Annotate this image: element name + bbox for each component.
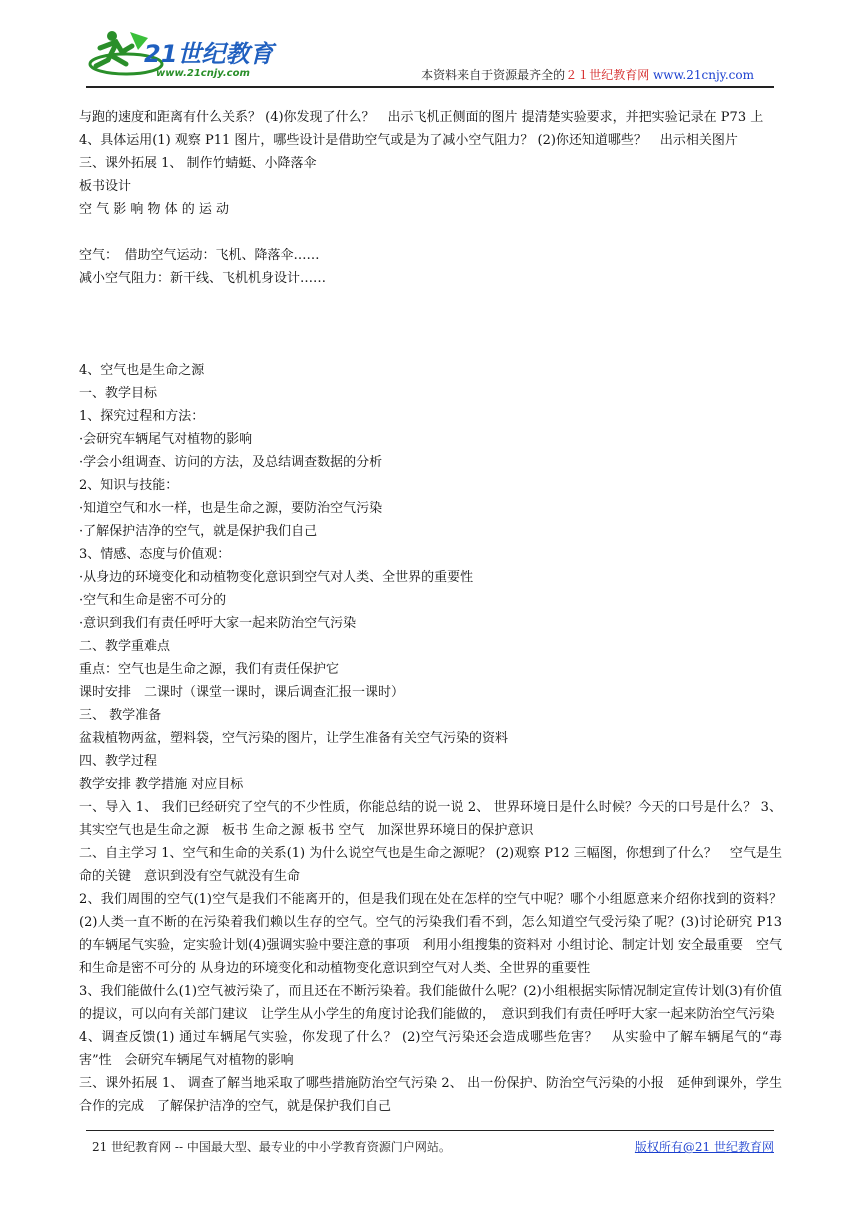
text-line: 空 气 影 响 物 体 的 运 动 <box>79 202 230 217</box>
text-line: ·知道空气和水一样，也是生命之源，要防治空气污染 <box>79 501 383 516</box>
logo-21cnjy <box>86 26 291 82</box>
section-title: 4、空气也是生命之源 <box>79 363 205 378</box>
text-line: ·从身边的环境变化和动植物变化意识到空气对人类、全世界的重要性 <box>79 570 474 585</box>
logo-url: www.21cnjy.com <box>156 68 250 79</box>
text-line: ·了解保护洁净的空气，就是保护我们自己 <box>79 524 318 539</box>
text-line: 课时安排 二课时（课堂一课时，课后调查汇报一课时） <box>79 685 405 700</box>
text-line: ·意识到我们有责任呼吁大家一起来防治空气污染 <box>79 616 357 631</box>
text-line: 重点：空气也是生命之源，我们有责任保护它 <box>79 662 340 677</box>
text-line: 空气： 借助空气运动：飞机、降落伞…… <box>79 248 320 263</box>
blank-line <box>79 290 782 336</box>
text-paragraph: 二、自主学习 1、空气和生命的关系(1) 为什么说空气也是生命之源呢？ (2)观察 P12 三幅图，你想到了什么？ 空气是生命的关键 意识到没有空气就没有生命 <box>79 846 782 884</box>
blank-line <box>79 221 782 244</box>
text-line: 2、知识与技能： <box>79 478 179 493</box>
text-line: ·会研究车辆尾气对植物的影响 <box>79 432 253 447</box>
text-line: 1、探究过程和方法： <box>79 409 205 424</box>
text-line: 与跑的速度和距离有什么关系？ (4)你发现了什么？ 出示飞机正侧面的图片 提清楚实验要求，并把实验记录在 P73 上 <box>79 110 764 125</box>
text-line: 四、教学过程 <box>79 754 158 769</box>
header-rule <box>86 86 774 88</box>
text-line: 一、教学目标 <box>79 386 158 401</box>
logo-text: 21世纪教育 <box>144 40 274 68</box>
header-note-site: ２１世纪教育网 <box>565 68 650 82</box>
blank-line <box>79 336 782 359</box>
text-line: 教学安排 教学措施 对应目标 <box>79 777 244 792</box>
header-note-url[interactable]: www.21cnjy.com <box>653 68 754 82</box>
footer-rule <box>86 1130 774 1131</box>
text-paragraph: 一、导入 1、 我们已经研究了空气的不少性质，你能总结的说一说 2、 世界环境日是什么时候？今天的口号是什么？ 3、 其实空气也是生命之源 板书 生命之源 板书 空气 加深世界环境日的保护意识 <box>79 800 782 838</box>
header-note-prefix: 本资料来自于资源最齐全的 <box>421 68 566 82</box>
text-line: 4、具体运用(1) 观察 P11 图片，哪些设计是借助空气或是为了减小空气阻力？ (2)你还知道哪些？ 出示相关图片 <box>79 133 738 148</box>
text-line: 板书设计 <box>79 179 132 194</box>
text-line: 二、教学重难点 <box>79 639 171 654</box>
text-line: ·学会小组调查、访问的方法，及总结调查数据的分析 <box>79 455 383 470</box>
document-body <box>79 106 782 1118</box>
text-line: ·空气和生命是密不可分的 <box>79 593 227 608</box>
page-header <box>0 0 860 90</box>
text-line: 三、课外拓展 1、 制作竹蜻蜓、小降落伞 <box>79 156 317 171</box>
text-paragraph: 2、我们周围的空气(1)空气是我们不能离开的，但是我们现在处在怎样的空气中呢？哪个小组愿意来介绍你找到的资料？ (2)人类一直不断的在污染着我们赖以生存的空气。空气的污染我们看不到，怎么知道空气受污染了呢？(3)讨论研究 P13 的车辆尾气实验，定实验计划(4)强调实验中要注意的事项 利用小组搜集的资料对 小组讨论、制定计划 安全最重要 空气和生命是密不可分的 从身边的环境变化和动植物变化意识到空气对人类、全世界的重要性 <box>79 892 782 976</box>
header-note <box>421 66 754 83</box>
text-paragraph: 4、调查反馈(1) 通过车辆尾气实验，你发现了什么？ (2)空气污染还会造成哪些危害？ 从实验中了解车辆尾气的“毒害”性 会研究车辆尾气对植物的影响 <box>79 1030 782 1068</box>
text-paragraph: 三、课外拓展 1、 调查了解当地采取了哪些措施防治空气污染 2、 出一份保护、防治空气污染的小报 延伸到课外，学生合作的完成 了解保护洁净的空气，就是保护我们自己 <box>79 1076 782 1114</box>
text-line: 3、情感、态度与价值观： <box>79 547 231 562</box>
text-paragraph: 3、我们能做什么(1)空气被污染了，而且还在不断污染着。我们能做什么呢？(2)小组根据实际情况制定宣传计划(3)有价值的提议，可以向有关部门建议 让学生从小学生的角度讨论我们能做的， 意识到我们有责任呼吁大家一起来防治空气污染 <box>79 984 782 1022</box>
text-line: 减小空气阻力：新干线、飞机机身设计…… <box>79 271 327 286</box>
text-line: 三、 教学准备 <box>79 708 162 723</box>
footer-copyright-link[interactable]: 版权所有@21 世纪教育网 <box>634 1140 774 1154</box>
text-line: 盆栽植物两盆，塑料袋，空气污染的图片，让学生准备有关空气污染的资料 <box>79 731 509 746</box>
footer-site-description: 21 世纪教育网 -- 中国最大型、最专业的中小学教育资源门户网站。 <box>92 1140 451 1154</box>
